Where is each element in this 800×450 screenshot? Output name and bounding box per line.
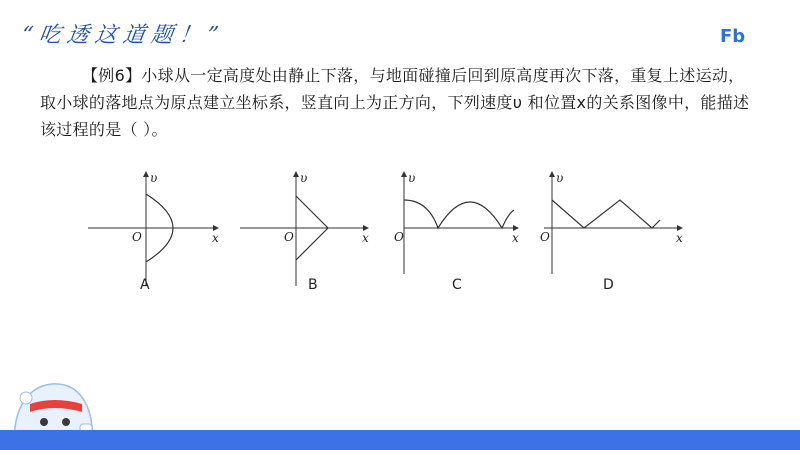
- graph-b-origin: O: [284, 230, 294, 244]
- graph-d-v-label: υ: [556, 171, 564, 185]
- footer-bar: [0, 430, 800, 450]
- graph-c[interactable]: [394, 171, 519, 293]
- question-text: 【例6】小球从一定高度处由静止下落，与地面碰撞后回到原高度再次下落，重复上述运动，取小球的落地点为原点建立坐标系，竖直向上为正方向，下列速度υ 和位置x的关系图像中，能描述该过程的是（ ）。: [40, 66, 750, 139]
- option-c-label: C: [452, 277, 462, 293]
- option-d-label: D: [603, 277, 614, 293]
- option-graphs: [88, 166, 708, 300]
- graph-d-origin: O: [540, 230, 550, 244]
- graph-d[interactable]: [540, 171, 683, 293]
- graph-a-origin: O: [132, 230, 142, 244]
- graph-b[interactable]: [240, 171, 369, 293]
- graph-d-x-label: x: [676, 231, 683, 245]
- graph-b-x-label: x: [362, 231, 369, 245]
- graph-a-x-label: x: [212, 231, 219, 245]
- graph-a-v-label: υ: [150, 171, 158, 185]
- graph-b-v-label: υ: [300, 171, 308, 185]
- logo-text: Fb: [720, 26, 746, 46]
- option-a-label: A: [140, 277, 150, 293]
- graph-c-origin: O: [394, 230, 404, 244]
- option-b-label: B: [308, 277, 318, 293]
- graph-c-x-label: x: [512, 231, 519, 245]
- fb-logo-icon: [720, 24, 750, 46]
- slogan-banner: “吃透这道题！”: [19, 23, 226, 48]
- graph-c-v-label: υ: [408, 171, 416, 185]
- graph-a[interactable]: [88, 171, 219, 293]
- graph-c-curve: [404, 200, 514, 228]
- graph-d-curve: [552, 200, 660, 228]
